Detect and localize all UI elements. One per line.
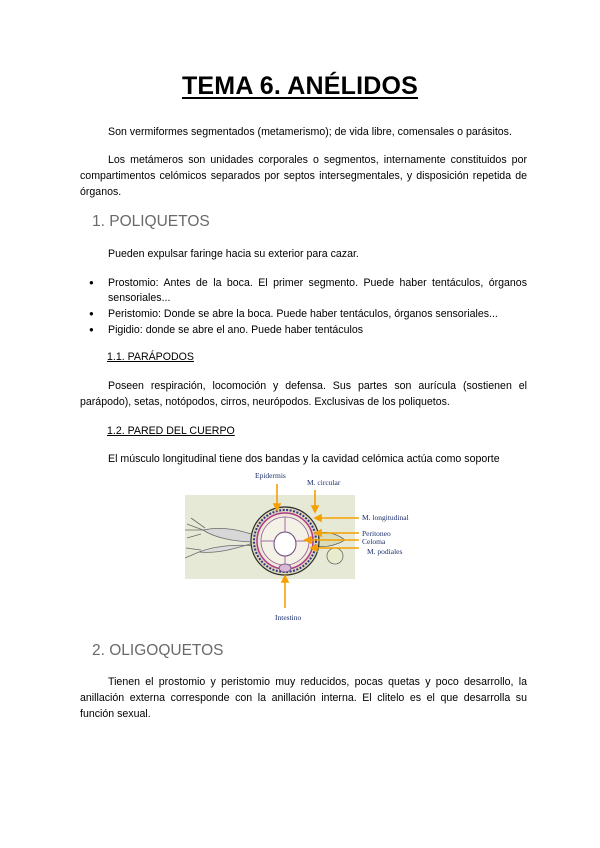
page-title: TEMA 6. ANÉLIDOS bbox=[181, 72, 419, 100]
poliquetos-paragraph: Pueden expulsar faringe hacia su exterior para cazar. bbox=[108, 248, 359, 260]
label-intestino: Intestino bbox=[275, 613, 302, 622]
label-celoma: Celoma bbox=[362, 537, 386, 546]
label-peritoneo: Peritoneo bbox=[362, 529, 391, 538]
label-epidermis: Epidermis bbox=[255, 471, 286, 480]
intro-paragraph-2: Los metámeros son unidades corporales o segmentos, internamente constituidos por compartimentos celómicos separados por septos intersegmentales, y disposición repetida de órganos. bbox=[80, 154, 527, 198]
poliquetos-bullet-list bbox=[80, 276, 527, 339]
label-m-circular: M. circular bbox=[307, 478, 341, 487]
subheading-pared-del-cuerpo: 1.2. PARED DEL CUERPO bbox=[107, 425, 235, 437]
body-wall-figure bbox=[185, 468, 435, 628]
pared-paragraph: El músculo longitudinal tiene dos bandas y la cavidad celómica actúa como soporte bbox=[108, 453, 500, 465]
label-m-longitudinal: M. longitudinal bbox=[362, 513, 409, 522]
list-item: ● Pigidio: donde se abre el ano. Puede haber tentáculos bbox=[80, 323, 527, 338]
label-m-podiales: M. podiales bbox=[367, 547, 403, 556]
section-heading-poliquetos: 1. POLIQUETOS bbox=[92, 213, 210, 230]
section-heading-oligoquetos: 2. OLIGOQUETOS bbox=[92, 642, 224, 659]
subheading-parapodos: 1.1. PARÁPODOS bbox=[107, 351, 194, 363]
parapodos-paragraph: Poseen respiración, locomoción y defensa. Sus partes son aurícula (sostienen el parápodo), setas, notópodos, cirros, neurópodos. Exclusivas de los poliquetos. bbox=[80, 380, 527, 408]
intestine bbox=[274, 532, 296, 556]
list-item: ● Prostomio: Antes de la boca. El primer segmento. Puede haber tentáculos, órganos sensoriales... bbox=[80, 276, 527, 305]
intro-paragraph-1: Son vermiformes segmentados (metamerismo); de vida libre, comensales o parásitos. bbox=[108, 126, 512, 138]
list-item: ● Peristomio: Donde se abre la boca. Puede haber tentáculos, órganos sensoriales... bbox=[80, 307, 527, 322]
oligoquetos-paragraph: Tienen el prostomio y peristomio muy reducidos, pocas quetas y poco desarrollo, la anillación externa corresponde con la anillación interna. El clitelo es el que desarrolla su función sexual. bbox=[80, 676, 527, 720]
